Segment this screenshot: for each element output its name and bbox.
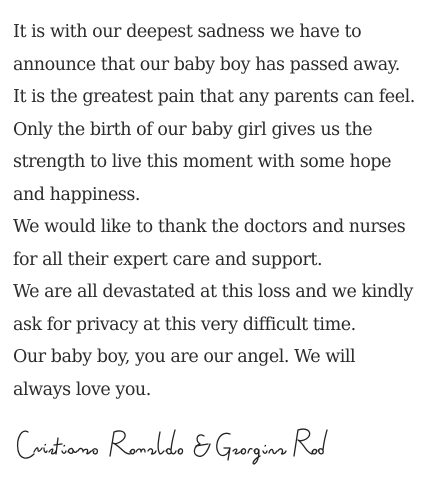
statement-line-7: We would like to thank the doctors and nurses: [13, 217, 406, 237]
handwritten-signature: [14, 418, 334, 474]
statement-line-11: Our baby boy, you are our angel. We will: [13, 347, 356, 367]
statement-line-12: always love you.: [13, 379, 151, 400]
statement-text: [13, 16, 437, 406]
statement-line-2: announce that our baby boy has passed away.: [13, 54, 400, 75]
statement-line-6: and happiness.: [13, 184, 141, 205]
statement-line-1: It is with our deepest sadness we have to: [13, 22, 362, 42]
statement-line-5: strength to live this moment with some hope: [13, 152, 392, 172]
statement-line-8: for all their expert care and support.: [13, 249, 323, 270]
signature-drawing: [14, 418, 334, 474]
statement-line-9: We are all devastated at this loss and we kindly: [13, 282, 413, 302]
statement-line-10: ask for privacy at this very difficult time.: [13, 314, 356, 335]
statement-line-4: Only the birth of our baby girl gives us the: [13, 119, 373, 140]
statement-line-3: It is the greatest pain that any parents can feel.: [13, 87, 415, 107]
